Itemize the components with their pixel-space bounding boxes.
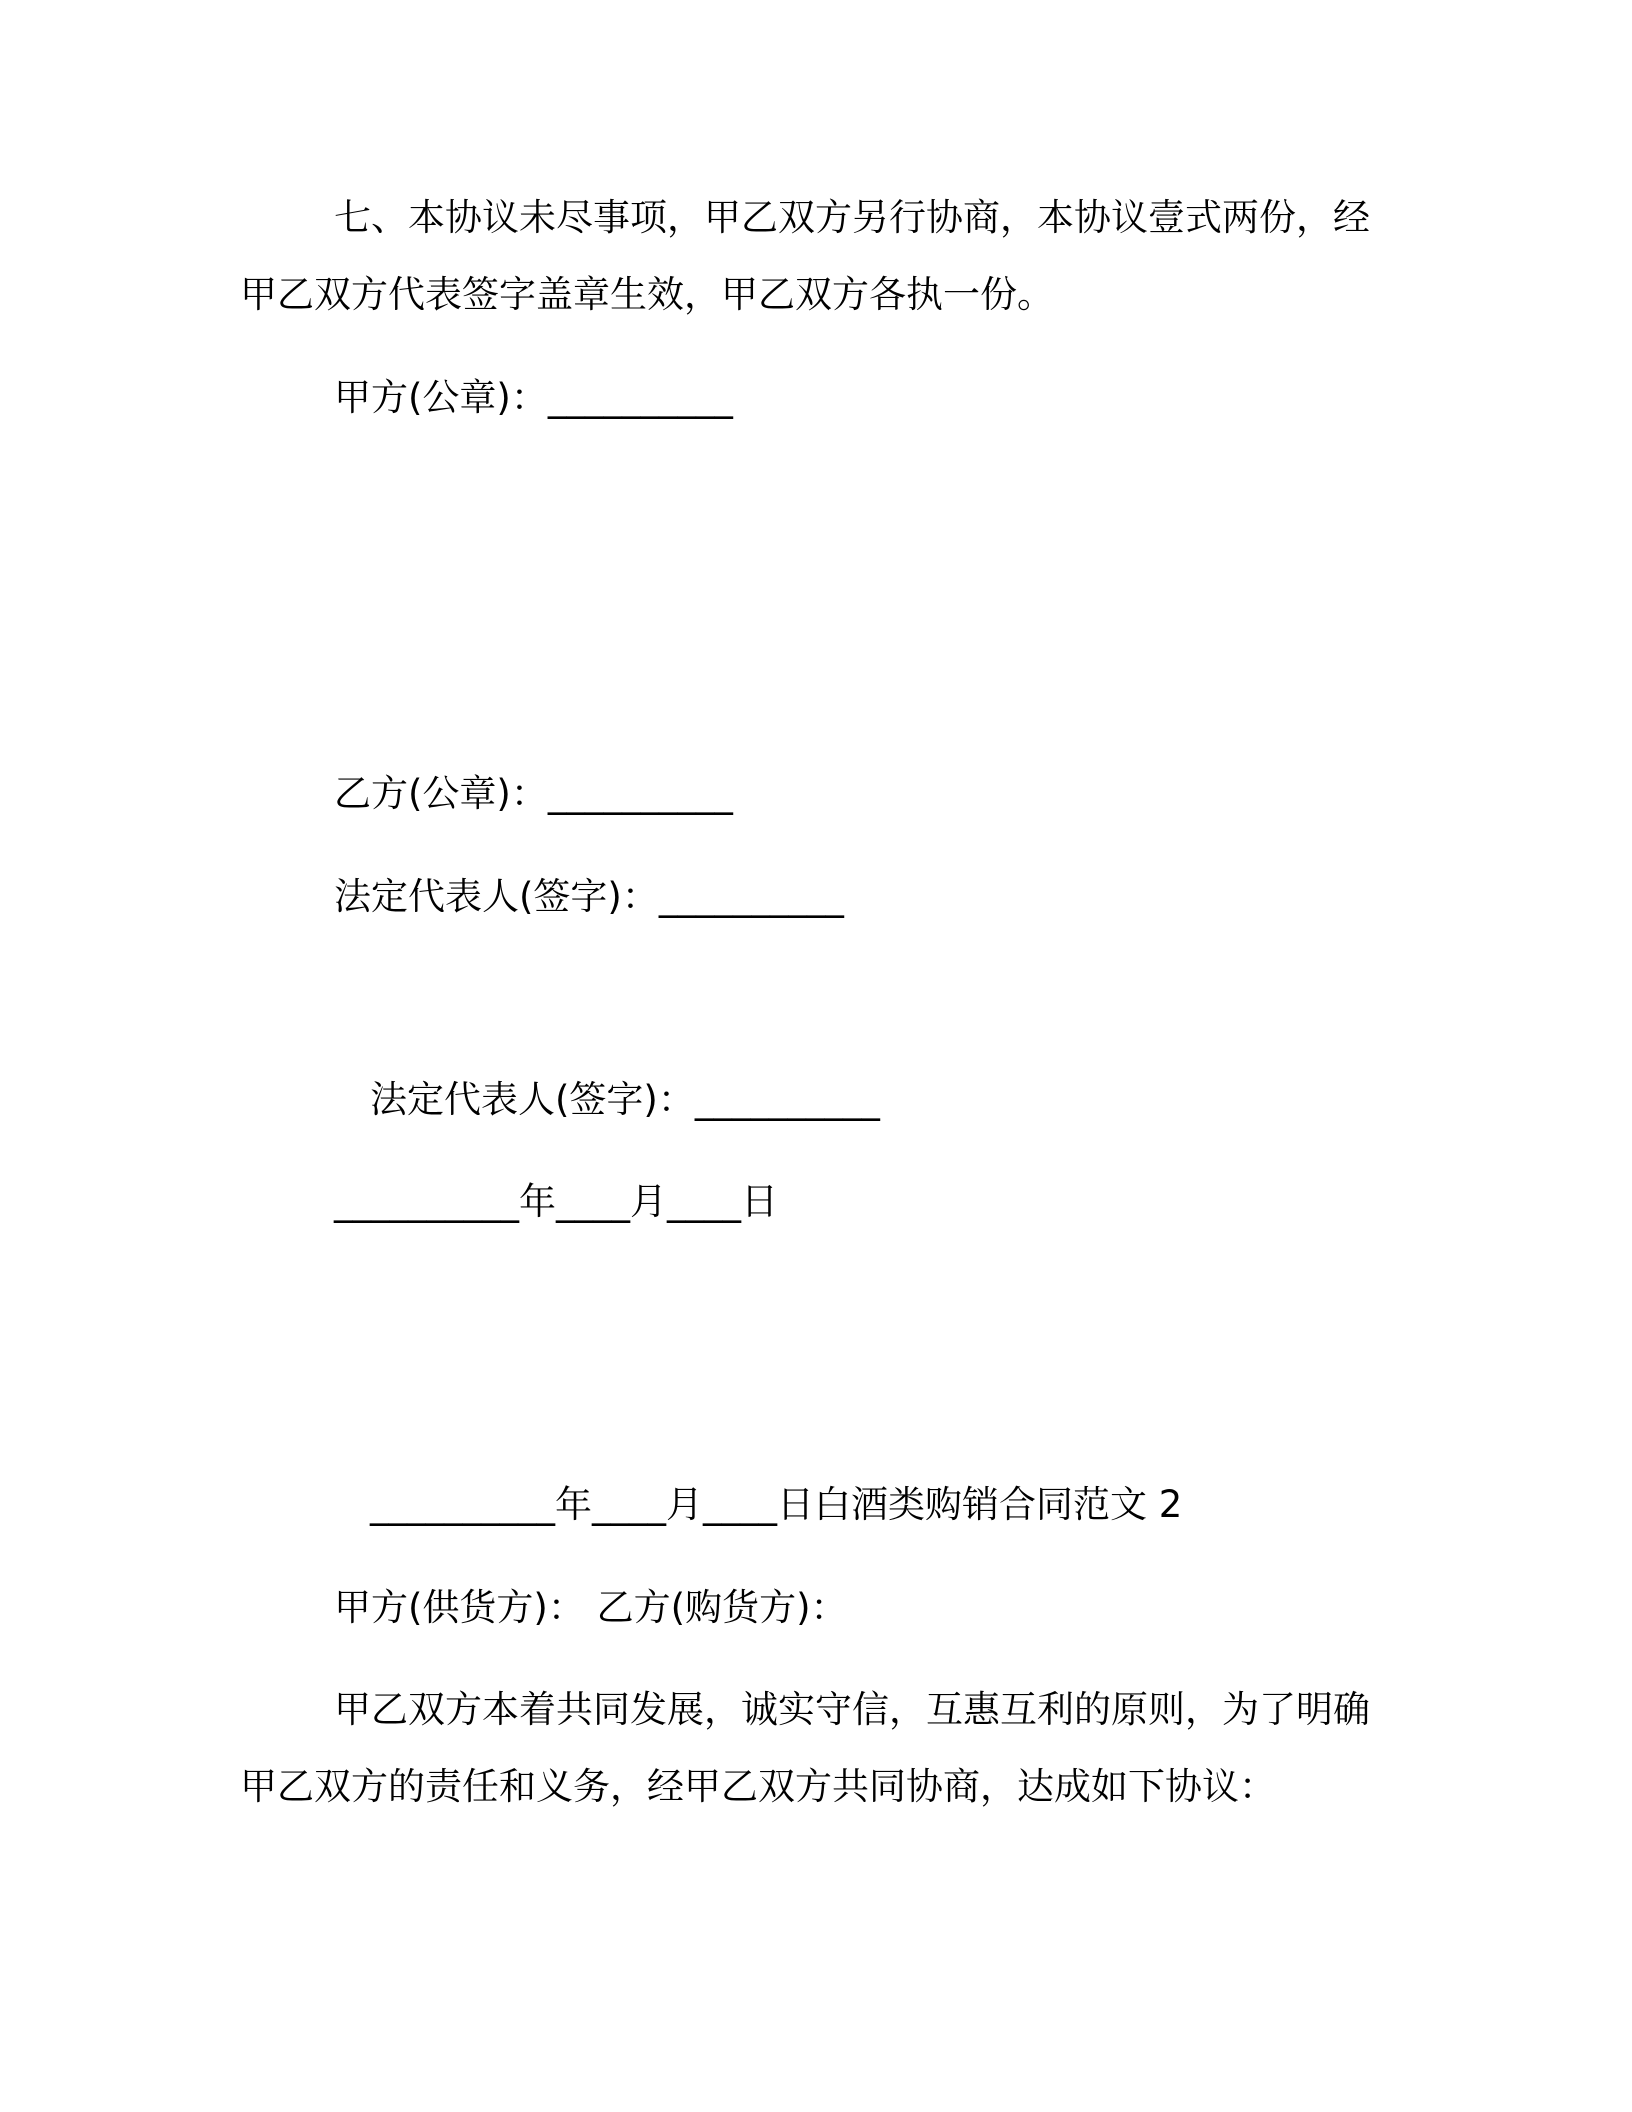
clause-7-line-2: 甲乙双方代表签字盖章生效，甲乙双方各执一份。 <box>240 273 1054 316</box>
date-line: __________年____月____日 <box>334 1180 778 1223</box>
clause-7-line-1: 七、本协议未尽事项，甲乙双方另行协商，本协议壹式两份，经 <box>334 196 1370 239</box>
intro-line-1: 甲乙双方本着共同发展，诚实守信，互惠互利的原则，为了明确 <box>334 1688 1370 1731</box>
parties-line: 甲方(供货方)： 乙方(购货方)： <box>334 1586 848 1629</box>
intro-line-2: 甲乙双方的责任和义务，经甲乙双方共同协商，达成如下协议： <box>240 1765 1276 1808</box>
party-a-seal-line: 甲方(公章)：__________ <box>334 376 733 419</box>
party-b-seal-line: 乙方(公章)：__________ <box>334 772 733 815</box>
contract-2-title: __________年____月____日白酒类购销合同范文 2 <box>370 1483 1183 1526</box>
legal-representative-line-1: 法定代表人(签字)：__________ <box>334 875 844 918</box>
legal-representative-line-2: 法定代表人(签字)：__________ <box>370 1078 880 1121</box>
